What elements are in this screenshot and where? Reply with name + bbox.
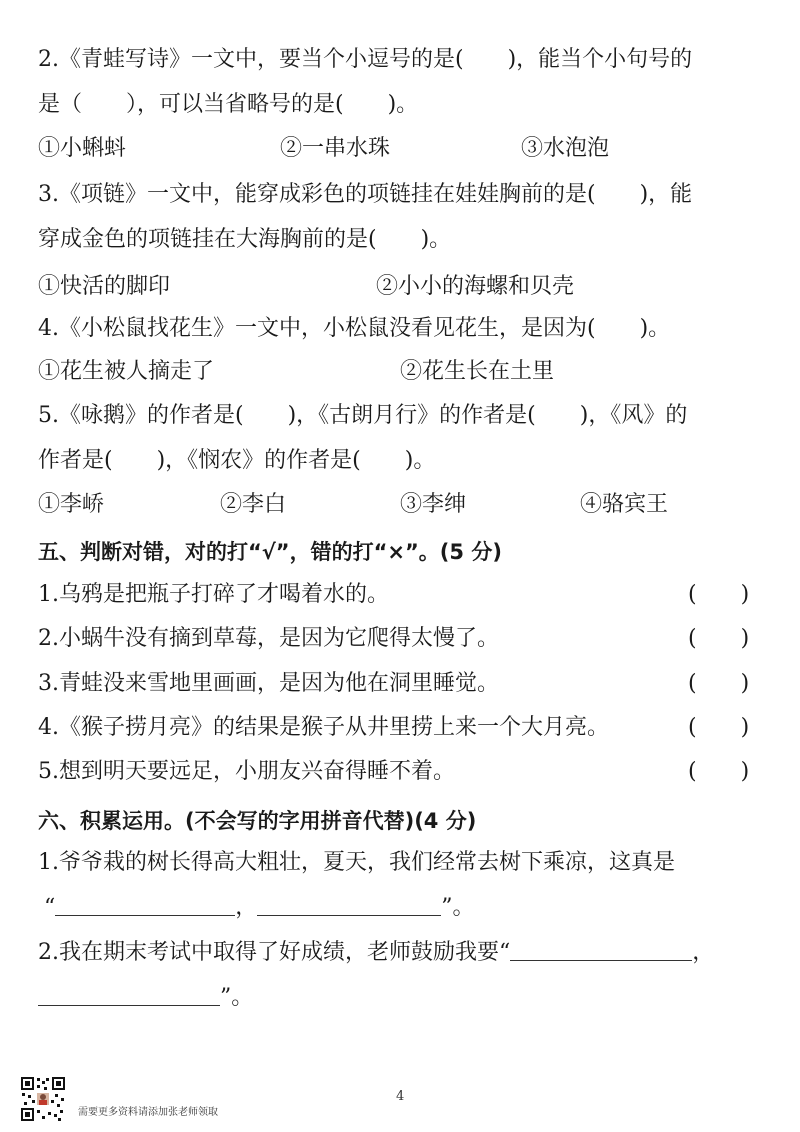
page-number: 4	[396, 1089, 405, 1104]
judge-answer-2[interactable]: ( )	[688, 626, 750, 651]
s6-q2-comma: ，	[692, 940, 715, 965]
judge-item-5: 5.想到明天要远足，小朋友兴奋得睡不着。	[38, 759, 455, 784]
s6-q2-text: 2.我在期末考试中取得了好成绩，老师鼓励我要“	[38, 940, 511, 965]
section-5-heading: 五、判断对错，对的打“√”，错的打“×”。(5 分)	[38, 540, 502, 564]
q3-line-2: 穿成金色的项链挂在大海胸前的是( )。	[38, 227, 452, 252]
q2-option-2: ②一串水珠	[280, 136, 391, 161]
judge-answer-5[interactable]: ( )	[688, 759, 750, 784]
s6-q2-blank-2[interactable]	[38, 983, 220, 1006]
judge-item-2: 2.小蜗牛没有摘到草莓，是因为它爬得太慢了。	[38, 626, 499, 651]
q5-line-1: 5.《咏鹅》的作者是( )，《古朗月行》的作者是( )，《风》的	[38, 403, 688, 428]
q3-line-1: 3.《项链》一文中，能穿成彩色的项链挂在娃娃胸前的是( )，能	[38, 182, 693, 207]
s6-q1-blank-2[interactable]	[257, 893, 441, 916]
s6-q1-comma: ，	[235, 895, 258, 920]
s6-q2-line-1	[38, 938, 714, 968]
q2-option-3: ③水泡泡	[521, 136, 610, 161]
s6-q2-close-quote: ”。	[220, 985, 254, 1010]
s6-q1-open-quote: “	[44, 895, 56, 920]
q4-line-1: 4.《小松鼠找花生》一文中，小松鼠没看见花生，是因为( )。	[38, 316, 671, 341]
q2-option-1: ①小蝌蚪	[38, 136, 127, 161]
s6-q2-line-2	[38, 983, 253, 1013]
q5-line-2: 作者是( )，《悯农》的作者是( )。	[38, 448, 436, 473]
q3-option-2: ②小小的海螺和贝壳	[376, 274, 575, 299]
s6-q1-line-2	[44, 893, 475, 923]
s6-q2-blank-1[interactable]	[510, 938, 692, 961]
s6-q1-blank-1[interactable]	[55, 893, 235, 916]
judge-item-4: 4.《猴子捞月亮》的结果是猴子从井里捞上来一个大月亮。	[38, 715, 609, 740]
judge-answer-1[interactable]: ( )	[688, 582, 750, 607]
qr-code-icon	[20, 1076, 66, 1122]
q4-option-2: ②花生长在土里	[400, 359, 555, 384]
q5-option-2: ②李白	[220, 492, 287, 517]
judge-item-1: 1.乌鸦是把瓶子打碎了才喝着水的。	[38, 582, 389, 607]
q2-line-1: 2.《青蛙写诗》一文中，要当个小逗号的是( )，能当个小句号的	[38, 47, 693, 72]
s6-q1-line-1: 1.爷爷栽的树长得高大粗壮，夏天，我们经常去树下乘凉，这真是	[38, 850, 675, 875]
q3-option-1: ①快活的脚印	[38, 274, 171, 299]
s6-q1-close-quote: ”。	[441, 895, 475, 920]
judge-answer-3[interactable]: ( )	[688, 671, 750, 696]
q2-line-2: 是（ ），可以当省略号的是( )。	[38, 92, 419, 117]
judge-item-3: 3.青蛙没来雪地里画画，是因为他在洞里睡觉。	[38, 671, 499, 696]
q5-option-1: ①李峤	[38, 492, 105, 517]
q4-option-1: ①花生被人摘走了	[38, 359, 215, 384]
q5-option-3: ③李绅	[400, 492, 467, 517]
judge-answer-4[interactable]: ( )	[688, 715, 750, 740]
q5-option-4: ④骆宾王	[580, 492, 669, 517]
footer-note: 需要更多资料请添加张老师领取	[78, 1107, 218, 1118]
section-6-heading: 六、积累运用。(不会写的字用拼音代替)(4 分)	[38, 809, 477, 833]
